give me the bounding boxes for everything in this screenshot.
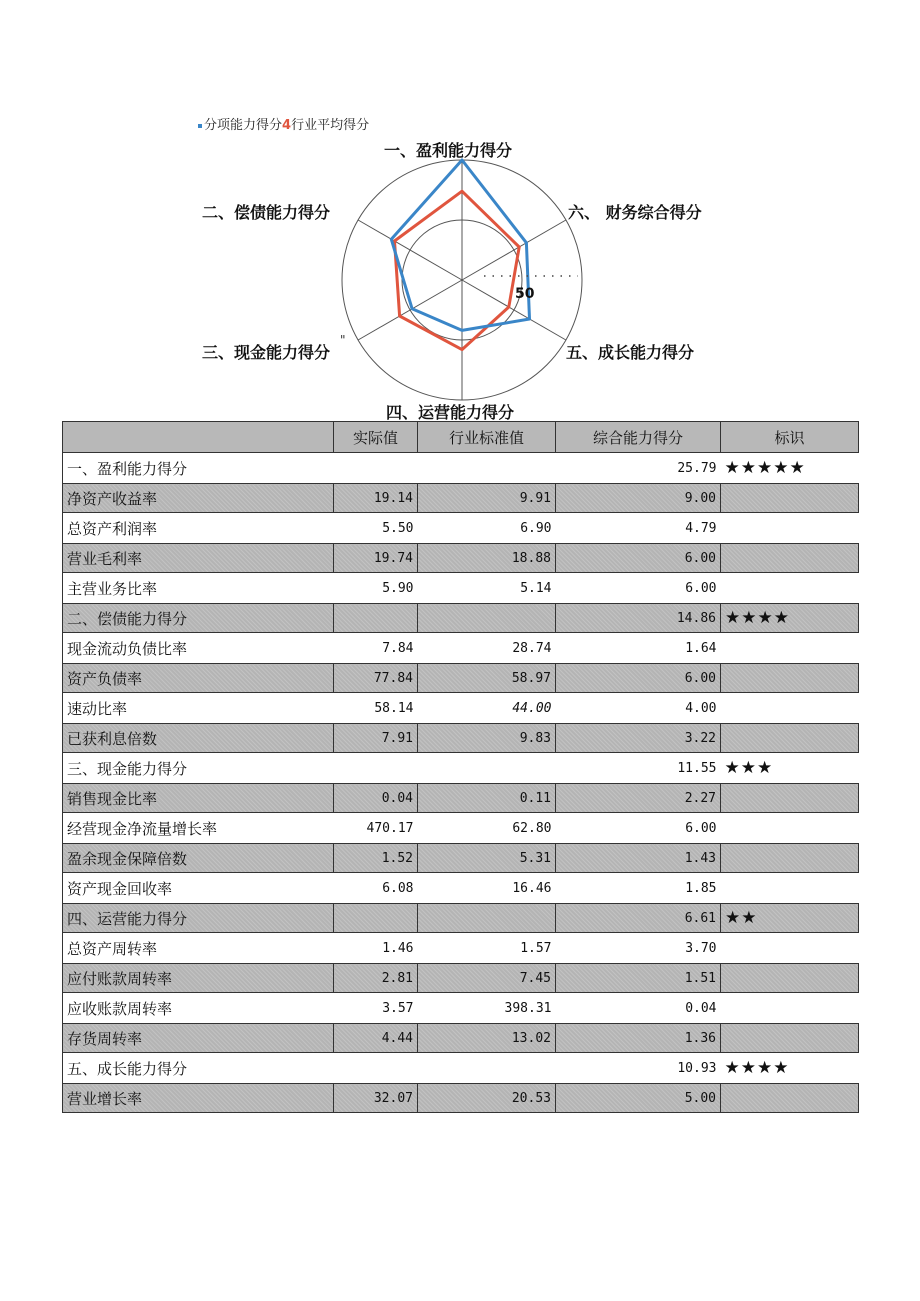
row-standard — [418, 453, 556, 484]
row-name: 存货周转率 — [63, 1024, 334, 1053]
row-name: 一、盈利能力得分 — [63, 453, 334, 484]
row-name: 销售现金比率 — [63, 784, 334, 813]
row-score: 25.79 — [556, 453, 721, 484]
radar-tick-label: 50 — [515, 286, 535, 302]
grid-spoke — [358, 280, 462, 340]
row-standard — [418, 1053, 556, 1084]
row-standard: 62.80 — [418, 813, 556, 844]
row-actual: 2.81 — [334, 964, 418, 993]
row-standard: 9.83 — [418, 724, 556, 753]
row-actual: 5.90 — [334, 573, 418, 604]
axis-label-growth: 五、成长能力得分 — [566, 343, 695, 362]
row-standard: 7.45 — [418, 964, 556, 993]
row-name: 总资产利润率 — [63, 513, 334, 544]
header-cell-actual: 实际值 — [334, 422, 418, 453]
table-row — [63, 964, 859, 993]
row-actual: 7.84 — [334, 633, 418, 664]
row-standard — [418, 604, 556, 633]
row-standard: 20.53 — [418, 1084, 556, 1113]
row-mark — [721, 1024, 859, 1053]
table-row — [63, 664, 859, 693]
row-actual: 6.08 — [334, 873, 418, 904]
row-standard: 398.31 — [418, 993, 556, 1024]
row-mark: ★★★ — [721, 753, 859, 784]
row-mark: ★★★★ — [721, 604, 859, 633]
table-row — [63, 1053, 859, 1084]
row-mark — [721, 964, 859, 993]
row-actual — [334, 604, 418, 633]
row-score: 14.86 — [556, 604, 721, 633]
row-actual: 0.04 — [334, 784, 418, 813]
row-score: 4.79 — [556, 513, 721, 544]
legend-separator: 4 — [282, 118, 292, 133]
row-name: 应付账款周转率 — [63, 964, 334, 993]
row-actual — [334, 904, 418, 933]
row-actual — [334, 1053, 418, 1084]
row-mark — [721, 573, 859, 604]
header-cell-name — [63, 422, 334, 453]
row-mark: ★★★★★ — [721, 453, 859, 484]
row-mark — [721, 784, 859, 813]
row-score: 0.04 — [556, 993, 721, 1024]
row-standard: 5.14 — [418, 573, 556, 604]
table-row — [63, 544, 859, 573]
row-name: 盈余现金保障倍数 — [63, 844, 334, 873]
row-score: 5.00 — [556, 1084, 721, 1113]
row-actual: 58.14 — [334, 693, 418, 724]
row-score: 1.85 — [556, 873, 721, 904]
row-actual: 77.84 — [334, 664, 418, 693]
row-name: 资产现金回收率 — [63, 873, 334, 904]
row-score: 1.43 — [556, 844, 721, 873]
row-name: 资产负债率 — [63, 664, 334, 693]
table-row — [63, 693, 859, 724]
row-standard: 16.46 — [418, 873, 556, 904]
row-actual: 19.74 — [334, 544, 418, 573]
row-standard — [418, 753, 556, 784]
row-mark — [721, 873, 859, 904]
row-standard: 9.91 — [418, 484, 556, 513]
table-row — [63, 1084, 859, 1113]
row-name: 主营业务比率 — [63, 573, 334, 604]
row-actual: 3.57 — [334, 993, 418, 1024]
table-row — [63, 753, 859, 784]
row-score: 4.00 — [556, 693, 721, 724]
row-name: 三、现金能力得分 — [63, 753, 334, 784]
row-mark — [721, 664, 859, 693]
header-cell-score: 综合能力得分 — [556, 422, 721, 453]
radar-series — [391, 160, 529, 350]
row-name: 营业毛利率 — [63, 544, 334, 573]
row-actual — [334, 753, 418, 784]
row-score: 6.00 — [556, 544, 721, 573]
row-mark — [721, 544, 859, 573]
table-row — [63, 573, 859, 604]
table-row — [63, 904, 859, 933]
row-mark: ★★ — [721, 904, 859, 933]
axis-label-operation: 四、运营能力得分 — [386, 403, 515, 422]
row-score: 9.00 — [556, 484, 721, 513]
row-mark — [721, 933, 859, 964]
row-score: 6.61 — [556, 904, 721, 933]
row-name: 速动比率 — [63, 693, 334, 724]
row-mark: ★★★★ — [721, 1053, 859, 1084]
grid-spoke — [462, 280, 566, 340]
row-mark — [721, 813, 859, 844]
row-mark — [721, 633, 859, 664]
row-mark — [721, 513, 859, 544]
row-name: 已获利息倍数 — [63, 724, 334, 753]
row-actual: 7.91 — [334, 724, 418, 753]
row-standard: 0.11 — [418, 784, 556, 813]
row-score: 6.00 — [556, 664, 721, 693]
row-score: 1.64 — [556, 633, 721, 664]
axis-label-solvency: 二、偿债能力得分 — [202, 203, 331, 222]
row-score: 6.00 — [556, 813, 721, 844]
row-score: 11.55 — [556, 753, 721, 784]
row-score: 1.36 — [556, 1024, 721, 1053]
table-row — [63, 453, 859, 484]
stray-mark: " — [340, 333, 346, 347]
header-cell-standard: 行业标准值 — [418, 422, 556, 453]
row-score: 3.70 — [556, 933, 721, 964]
row-score: 1.51 — [556, 964, 721, 993]
row-score: 2.27 — [556, 784, 721, 813]
row-actual: 1.46 — [334, 933, 418, 964]
row-name: 应收账款周转率 — [63, 993, 334, 1024]
table-header-row — [63, 422, 859, 453]
row-mark — [721, 1084, 859, 1113]
row-score: 6.00 — [556, 573, 721, 604]
score-table — [62, 421, 859, 1113]
row-mark — [721, 993, 859, 1024]
row-mark — [721, 844, 859, 873]
row-score: 3.22 — [556, 724, 721, 753]
radar-chart — [190, 108, 750, 428]
row-actual: 470.17 — [334, 813, 418, 844]
table-row — [63, 813, 859, 844]
row-actual: 4.44 — [334, 1024, 418, 1053]
row-actual: 19.14 — [334, 484, 418, 513]
table-row — [63, 513, 859, 544]
table-row — [63, 933, 859, 964]
row-standard: 58.97 — [418, 664, 556, 693]
row-name: 四、运营能力得分 — [63, 904, 334, 933]
header-cell-mark: 标识 — [721, 422, 859, 453]
table-row — [63, 633, 859, 664]
table-row — [63, 873, 859, 904]
axis-label-profit: 一、盈利能力得分 — [384, 141, 513, 160]
score-table-body — [63, 422, 859, 1113]
axis-label-cash: 三、现金能力得分 — [202, 343, 331, 362]
row-standard — [418, 904, 556, 933]
row-mark — [721, 693, 859, 724]
row-standard: 28.74 — [418, 633, 556, 664]
row-actual: 5.50 — [334, 513, 418, 544]
radar-grid — [342, 160, 582, 400]
row-actual: 1.52 — [334, 844, 418, 873]
legend-series2: 行业平均得分 — [291, 118, 370, 133]
row-name: 二、偿债能力得分 — [63, 604, 334, 633]
table-row — [63, 724, 859, 753]
row-name: 总资产周转率 — [63, 933, 334, 964]
axis-label-overall: 六、 财务综合得分 — [568, 203, 702, 222]
table-row — [63, 784, 859, 813]
row-standard: 18.88 — [418, 544, 556, 573]
row-name: 净资产收益率 — [63, 484, 334, 513]
table-row — [63, 484, 859, 513]
table-row — [63, 1024, 859, 1053]
row-actual — [334, 453, 418, 484]
legend-series1: 分项能力得分 — [204, 118, 283, 133]
row-mark — [721, 724, 859, 753]
row-name: 现金流动负债比率 — [63, 633, 334, 664]
table-row — [63, 993, 859, 1024]
row-name: 营业增长率 — [63, 1084, 334, 1113]
row-standard: 1.57 — [418, 933, 556, 964]
row-name: 五、成长能力得分 — [63, 1053, 334, 1084]
row-standard: 13.02 — [418, 1024, 556, 1053]
row-actual: 32.07 — [334, 1084, 418, 1113]
row-standard: 6.90 — [418, 513, 556, 544]
row-score: 10.93 — [556, 1053, 721, 1084]
table-row — [63, 604, 859, 633]
row-standard: 5.31 — [418, 844, 556, 873]
row-standard: 44.00 — [418, 693, 556, 724]
table-row — [63, 844, 859, 873]
row-mark — [721, 484, 859, 513]
row-name: 经营现金净流量增长率 — [63, 813, 334, 844]
